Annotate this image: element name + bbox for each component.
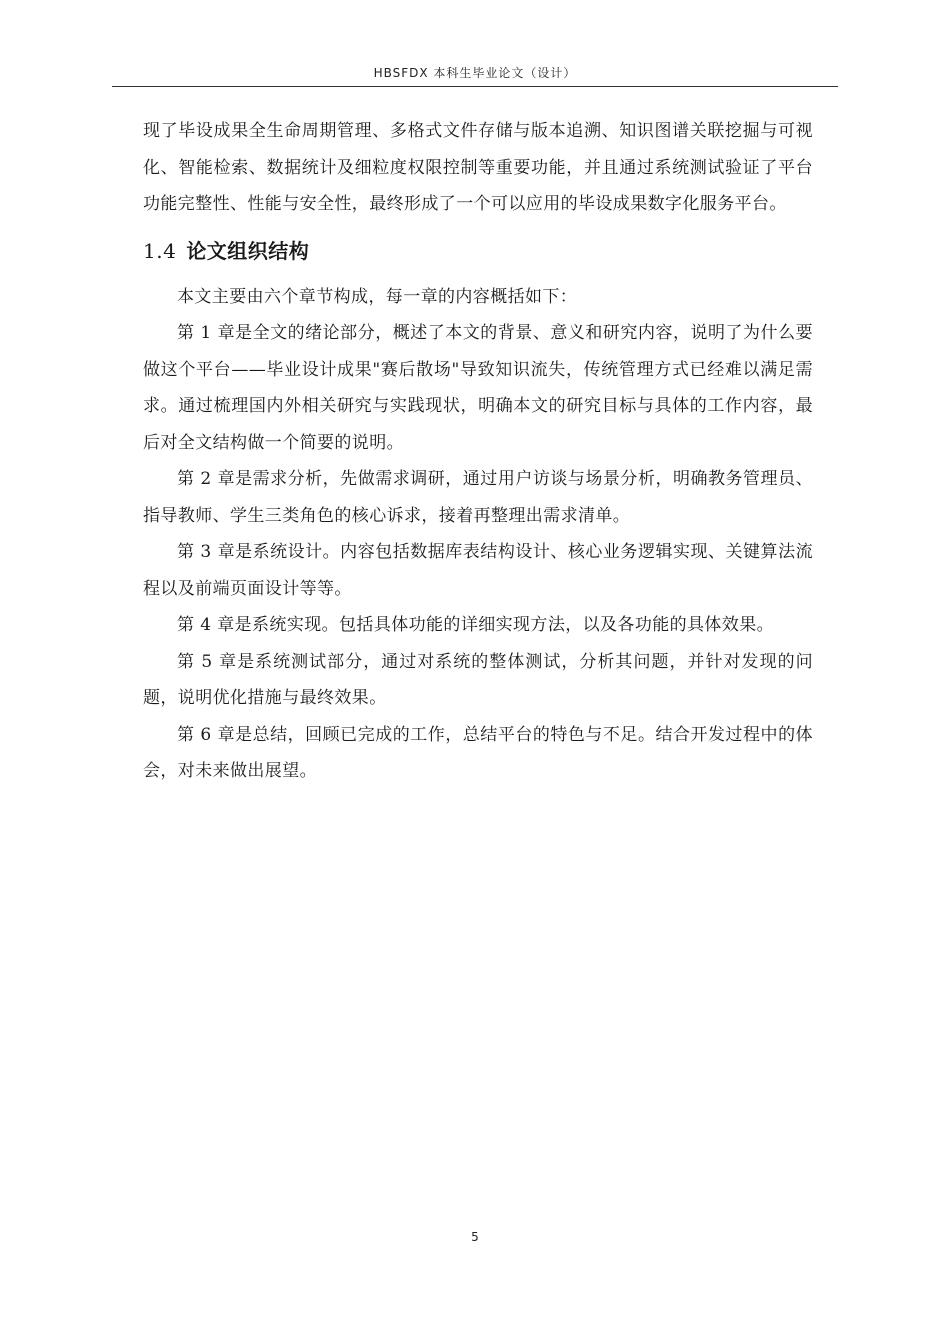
- header-rule: [112, 86, 838, 87]
- intro-paragraph: 本文主要由六个章节构成，每一章的内容概括如下：: [177, 286, 578, 307]
- chapter-3-paragraph: 第 3 章是系统设计。内容包括数据库表结构设计、核心业务逻辑实现、关键算法流程以及前端页面设计等等。: [143, 542, 813, 599]
- section-heading: [143, 228, 813, 274]
- section-title: 论文组织结构: [186, 238, 310, 263]
- chapter-1-paragraph: 第 1 章是全文的绪论部分，概述了本文的背景、意义和研究内容，说明了为什么要做这个平台——毕业设计成果"赛后散场"导致知识流失，传统管理方式已经难以满足需求。通过梳理国内外相关研究与实践现状，明确本文的研究目标与具体的工作内容，最后对全文结构做一个简要的说明。: [143, 323, 813, 453]
- chapter-4-paragraph: 第 4 章是系统实现。包括具体功能的详细实现方法，以及各功能的具体效果。: [177, 615, 775, 635]
- chapter-2-paragraph: 第 2 章是需求分析，先做需求调研，通过用户访谈与场景分析，明确教务管理员、指导教师、学生三类角色的核心诉求，接着再整理出需求清单。: [143, 469, 813, 526]
- section-number: 1.4: [143, 238, 177, 263]
- page-body: [143, 113, 813, 790]
- running-header: HBSFDX 本科生毕业论文（设计）: [373, 66, 577, 80]
- continuation-paragraph: 现了毕设成果全生命周期管理、多格式文件存储与版本追溯、知识图谱关联挖掘与可视化、智能检索、数据统计及细粒度权限控制等重要功能，并且通过系统测试验证了平台功能完整性、性能与安全性，最终形成了一个可以应用的毕设成果数字化服务平台。: [143, 121, 813, 214]
- chapter-5-paragraph: 第 5 章是系统测试部分，通过对系统的整体测试，分析其问题，并针对发现的问题，说明优化措施与最终效果。: [143, 651, 813, 708]
- page-number: 5: [471, 1230, 479, 1244]
- chapter-6-paragraph: 第 6 章是总结，回顾已完成的工作，总结平台的特色与不足。结合开发过程中的体会，对未来做出展望。: [143, 724, 813, 781]
